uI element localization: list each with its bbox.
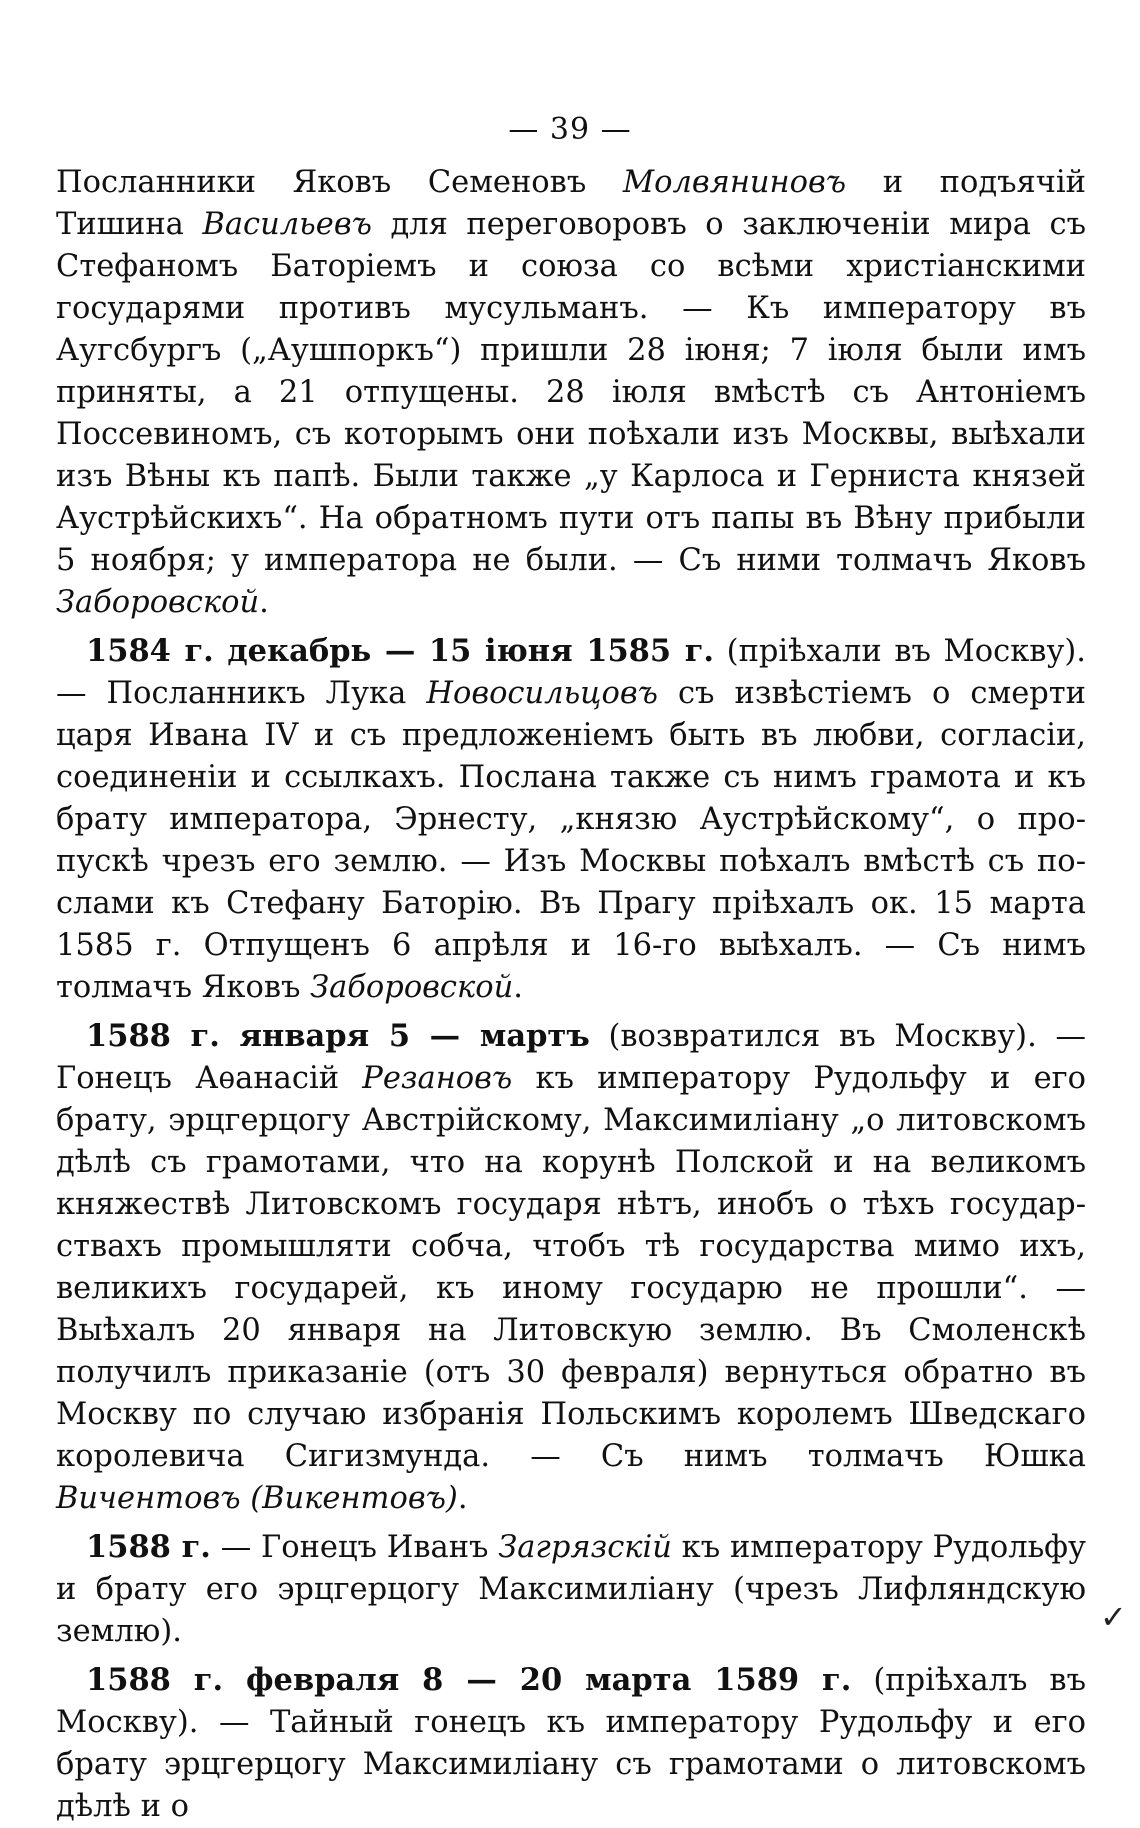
- person-name: Вичентовъ (Викентовъ): [56, 1481, 458, 1516]
- person-name: Молвяниновъ: [622, 165, 847, 200]
- page-body: [56, 162, 1086, 1828]
- body-text: къ императору Рудольфу и брату его эрцгерцогу Максимиліану (чрезъ Лифляндскую землю).: [56, 1530, 1086, 1649]
- body-text: съ извѣстіемъ о смерти царя Ивана IV и съ предложеніемъ быть въ любви, согласіи, соединеніи и ссылкахъ. Послана также съ нимъ грамота и къ брату императора, Эрнесту, „князю Аустрѣйскому“, о пропускѣ чрезъ его землю. — Изъ Москвы поѣхалъ вмѣстѣ съ послами къ Стефану Баторію. Въ Прагу пріѣхалъ ок. 15 марта 1585 г. Отпущенъ 6 апрѣля и 16-го выѣхалъ. — Съ нимъ толмачъ Яковъ: [56, 676, 1086, 1005]
- page-number: — 39 —: [508, 112, 632, 147]
- date-heading: 1588 г. февраля 8 — 20 марта 1589 г.: [86, 1662, 852, 1698]
- body-text: (возвратился въ Москву). — Гонецъ Аѳанасій: [56, 1019, 1086, 1096]
- paragraph-1: [56, 162, 1086, 624]
- body-text: .: [513, 970, 523, 1005]
- person-name: Заборовской: [310, 970, 514, 1005]
- person-name: Васильевъ: [202, 207, 372, 242]
- person-name: Резановъ: [362, 1061, 513, 1096]
- paragraph-2: [56, 630, 1086, 1009]
- body-text: (пріѣхали въ Москву). — Посланникъ Лука: [56, 634, 1086, 711]
- person-name: Загрязскій: [498, 1530, 672, 1565]
- date-heading: 1584 г. декабрь — 15 іюня 1585 г.: [86, 633, 715, 669]
- paragraph-5: [56, 1659, 1086, 1828]
- date-heading: 1588 г.: [86, 1529, 211, 1565]
- check-mark-icon: ✓: [1100, 1598, 1127, 1636]
- body-text: — Гонецъ Иванъ: [210, 1530, 499, 1565]
- body-text: (пріѣхалъ въ Москву). — Тайный гонецъ къ императору Рудольфу и его брату эрцгерцогу Максимиліану съ грамотами о литовскомъ дѣлѣ и о: [56, 1663, 1087, 1824]
- body-text: .: [259, 585, 269, 620]
- body-text: и подъячій Тишина: [56, 165, 1086, 242]
- person-name: Заборовской: [56, 585, 260, 620]
- body-text: къ императору Рудольфу и его брату, эрцгерцогу Австрійскому, Максимиліану „о литовскомъ дѣлѣ съ грамотами, что на корунѣ Полской и на великомъ княжествѣ Литовскомъ государя нѣтъ, инобъ о тѣхъ государствахъ промышляти собча, чтобъ тѣ государства мимо ихъ, великихъ государей, къ иному государю не прошли“. — Выѣхалъ 20 января на Литовскую землю. Въ Смоленскѣ получилъ приказаніе (отъ 30 февраля) вернуться обратно въ Москву по случаю избранія Польскимъ королемъ Шведскаго королевича Сигизмунда. — Съ нимъ толмачъ Юшка: [56, 1061, 1086, 1474]
- date-heading: 1588 г. января 5 — мартъ: [86, 1018, 590, 1054]
- body-text: Посланники Яковъ Семеновъ: [56, 165, 623, 200]
- body-text: .: [457, 1481, 468, 1516]
- person-name: Новосильцовъ: [426, 676, 658, 711]
- paragraph-3: [56, 1015, 1086, 1520]
- paragraph-4: [56, 1526, 1086, 1653]
- body-text: для переговоровъ о заключеніи мира съ Стефаномъ Баторіемъ и союза со всѣми христіанскими государями противъ мусульманъ. — Къ императору въ Аугсбургъ („Аушпоркъ“) пришли 28 іюня; 7 іюля были имъ приняты, а 21 отпущены. 28 іюля вмѣстѣ съ Антоніемъ Поссевиномъ, съ которымъ они поѣхали изъ Москвы, выѣхали изъ Вѣны къ папѣ. Были также „у Карлоса и Герниста князей Аустрѣйскихъ“. На обратномъ пути отъ папы въ Вѣну прибыли 5 ноября; у императора не были. — Съ ними толмачъ Яковъ: [56, 207, 1086, 578]
